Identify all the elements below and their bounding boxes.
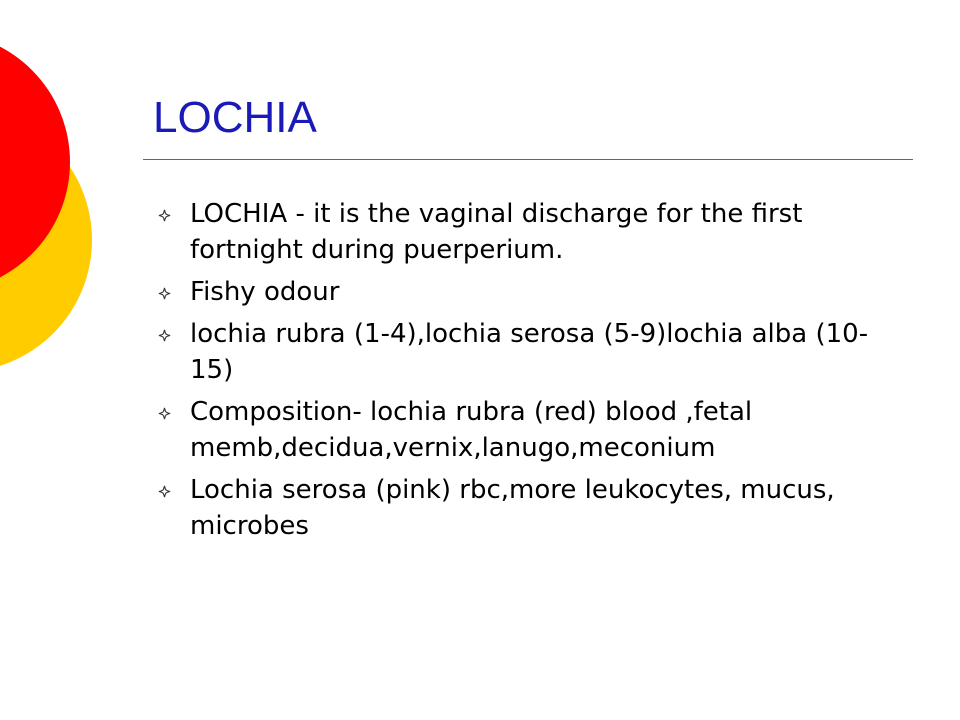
hollow-diamond-bullet-icon [158, 329, 171, 342]
bullet-text: LOCHIA - it is the vaginal discharge for the first fortnight during puerperium. [190, 199, 803, 265]
yellow-circle [0, 108, 92, 372]
bullet-list [158, 196, 908, 550]
bullet-text: Composition- lochia rubra (red) blood ,fetal memb,decidua,vernix,lanugo,meconium [190, 397, 753, 463]
red-circle [0, 32, 70, 292]
hollow-diamond-bullet-icon [158, 287, 171, 300]
bullet-text: Lochia serosa (pink) rbc,more leukocytes, mucus, microbes [190, 475, 835, 541]
bullet-item [158, 472, 908, 544]
bullet-item [158, 274, 908, 310]
bullet-item [158, 394, 908, 466]
bullet-item [158, 196, 908, 268]
title-divider [143, 159, 913, 160]
slide-title: LOCHIA [153, 93, 317, 142]
bullet-text: Fishy odour [190, 277, 340, 307]
bullet-item [158, 316, 908, 388]
hollow-diamond-bullet-icon [158, 209, 171, 222]
hollow-diamond-bullet-icon [158, 407, 171, 420]
hollow-diamond-bullet-icon [158, 485, 171, 498]
bullet-text: lochia rubra (1-4),lochia serosa (5-9)lochia alba (10-15) [190, 319, 869, 385]
